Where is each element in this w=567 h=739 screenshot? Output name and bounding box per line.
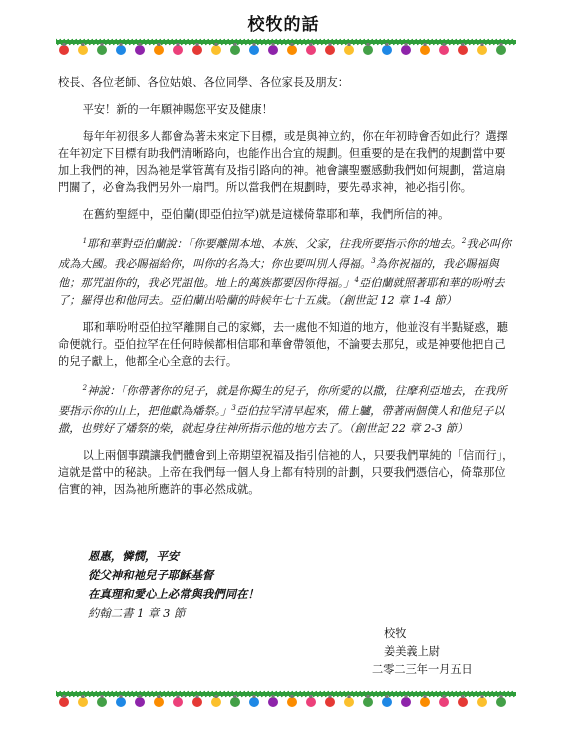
garland-band [56, 692, 516, 696]
ornament-cap [500, 695, 503, 698]
ornament-bulb [59, 45, 69, 55]
ornament-cap [329, 43, 332, 46]
scripture-quote-genesis-22 [58, 380, 516, 436]
ornament-cap [405, 43, 408, 46]
ornament-bulb [439, 697, 449, 707]
ornament-cap [443, 43, 446, 46]
top-garland-decoration [56, 36, 516, 58]
paragraph-4: 以上兩個事蹟讓我們體會到上帝期望祝福及指引信祂的人，只要我們單純的「信而行」，這就是當中的秘訣。上帝在我們每一個人身上都有特別的計劃，只要我們憑信心，倚靠那位信實的神，因為祂所應許的事必然成就。 [58, 448, 514, 496]
ornament-cap [462, 43, 465, 46]
ornament-bulb [287, 697, 297, 707]
ornament-bulb [173, 697, 183, 707]
ornament-bulb [382, 697, 392, 707]
ornament-cap [120, 695, 123, 698]
ornament-cap [329, 695, 332, 698]
verse-text: 我必叫你成為大國。我必賜福給你，叫你的名為大；你也要叫別人得福。 [58, 237, 512, 271]
ornament-cap [253, 43, 256, 46]
ornament-cap [291, 695, 294, 698]
ornament-bulb [363, 697, 373, 707]
verse-number: 1 [82, 237, 88, 245]
ornament-cap [101, 695, 104, 698]
verse-number: 3 [371, 256, 376, 265]
ornament-bulb [458, 697, 468, 707]
ornament-cap [215, 695, 218, 698]
ornament-cap [63, 43, 66, 46]
ornament-cap [177, 43, 180, 46]
paragraph-2: 在舊約聖經中，亞伯蘭(即亞伯拉罕)就是這樣倚靠耶和華，我們所信的神。 [82, 208, 450, 221]
ornament-bulb [59, 697, 69, 707]
greeting: 校長、各位老師、各位姑娘、各位同學、各位家長及朋友： [58, 76, 349, 89]
ornament-cap [196, 43, 199, 46]
ornament-bulb [97, 45, 107, 55]
ornament-bulb [496, 45, 506, 55]
ornament-cap [120, 43, 123, 46]
ornament-cap [424, 43, 427, 46]
ornament-cap [158, 43, 161, 46]
ornament-cap [139, 43, 142, 46]
ornament-bulb [135, 45, 145, 55]
bottom-garland-decoration [56, 688, 516, 710]
ornament-bulb [116, 45, 126, 55]
ornament-cap [177, 695, 180, 698]
ornament-cap [310, 695, 313, 698]
ornament-bulb [154, 45, 164, 55]
ornament-cap [462, 695, 465, 698]
ornament-bulb [230, 697, 240, 707]
ornament-cap [82, 43, 85, 46]
ornament-bulb [268, 45, 278, 55]
ornament-bulb [249, 45, 259, 55]
ornament-bulb [211, 45, 221, 55]
ornament-cap [310, 43, 313, 46]
closing-line: 恩惠，憐憫，平安 [88, 549, 180, 563]
paragraph-1: 每年年初很多人都會為著未來定下目標，或是與神立約，你在年初時會否如此行？選擇在年初定下目標有助我們清晰路向，也能作出合宜的規劃。但重要的是在我們的規劃當中要加上我們的神，因為祂是掌管萬有及指引路向的神。祂會讓聖靈感動我們如何規劃，當這扇門關了，必會為我們另外一扇門。所以當我們在規劃時，要先尋求神，祂必指引你。 [58, 130, 508, 194]
signature-date: 二零二三年一月五日 [372, 663, 473, 676]
ornament-cap [158, 695, 161, 698]
ornament-bulb [211, 697, 221, 707]
ornament-bulb [268, 697, 278, 707]
ornament-bulb [97, 697, 107, 707]
ornament-bulb [401, 697, 411, 707]
ornament-bulb [496, 697, 506, 707]
garland-band [56, 40, 516, 44]
ornament-bulb [78, 697, 88, 707]
ornament-bulb [173, 45, 183, 55]
ornament-bulb [249, 697, 259, 707]
signature-block [372, 625, 473, 679]
ornament-bulb [344, 45, 354, 55]
ornament-bulb [230, 45, 240, 55]
paragraph-3: 耶和華吩咐亞伯拉罕離開自己的家鄉，去一處他不知道的地方，他並沒有半點疑惑，聽命便就行。亞伯拉罕在任何時候都相信耶和華會帶領他，不論要去那兒，或是神要他把自己的兒子獻上，他都全心全意的去行。 [58, 321, 508, 369]
ornament-cap [424, 695, 427, 698]
ornament-bulb [306, 45, 316, 55]
ornament-bulb [344, 697, 354, 707]
scripture-quote-genesis-12 [58, 233, 516, 309]
ornament-bulb [78, 45, 88, 55]
ornament-cap [196, 695, 199, 698]
ornament-cap [101, 43, 104, 46]
verse-number: 3 [231, 403, 236, 412]
verse-text: 耶和華對亞伯蘭說：「你要離開本地、本族、父家，往我所要指示你的地去。 [87, 237, 462, 251]
ornament-cap [386, 695, 389, 698]
ornament-cap [272, 695, 275, 698]
letter-body [58, 74, 516, 508]
ornament-bulb [116, 697, 126, 707]
verse-number: 4 [354, 276, 359, 285]
ornament-bulb [192, 45, 202, 55]
signature-name: 姜美義上尉 [384, 645, 440, 658]
ornament-cap [348, 43, 351, 46]
verse-text: 為你祝福的，我必賜福與他；那咒詛你的，我必咒詛他。地上的萬族都要因你得福。」 [58, 257, 499, 291]
ornament-bulb [401, 45, 411, 55]
ornament-cap [367, 695, 370, 698]
ornament-cap [481, 695, 484, 698]
verse-text: 神說：「你帶著你的兒子，就是你獨生的兒子，你所愛的以撒，往摩利亞地去，在我所要指示你的山上，把他獻為燔祭。」 [58, 384, 507, 418]
ornament-bulb [135, 697, 145, 707]
ornament-cap [234, 695, 237, 698]
ornament-cap [386, 43, 389, 46]
verse-text: 亞伯拉罕清早起來，備上驢，帶著兩個僕人和他兒子以撒，也劈好了燔祭的柴，就起身往神所指示他的地方去了。（創世記 22 章 2-3 節） [58, 404, 505, 435]
ornament-cap [272, 43, 275, 46]
ornament-bulb [439, 45, 449, 55]
ornament-cap [253, 695, 256, 698]
ornament-bulb [306, 697, 316, 707]
ornament-cap [63, 695, 66, 698]
ornament-cap [348, 695, 351, 698]
ornament-cap [367, 43, 370, 46]
ornament-bulb [154, 697, 164, 707]
ornament-bulb [420, 45, 430, 55]
ornament-cap [234, 43, 237, 46]
verse-number: 2 [461, 237, 467, 245]
signature-role: 校牧 [384, 627, 407, 640]
ornament-bulb [325, 697, 335, 707]
ornament-cap [82, 695, 85, 698]
ornament-cap [481, 43, 484, 46]
ornament-cap [139, 695, 142, 698]
ornament-bulb [287, 45, 297, 55]
ornament-cap [291, 43, 294, 46]
closing-blessing [88, 547, 259, 623]
ornament-cap [405, 695, 408, 698]
ornament-bulb [382, 45, 392, 55]
ornament-bulb [420, 697, 430, 707]
page-title: 校牧的話 [247, 15, 320, 35]
ornament-bulb [192, 697, 202, 707]
ornament-cap [443, 695, 446, 698]
ornament-bulb [458, 45, 468, 55]
blessing: 平安！新的一年願神賜您平安及健康！ [82, 103, 273, 116]
verse-text: 亞伯蘭就照著耶和華的吩咐去了；羅得也和他同去。亞伯蘭出哈蘭的時候年七十五歲。（創世記 12 章 1-4 節） [58, 277, 505, 308]
closing-line: 從父神和祂兒子耶穌基督 [88, 568, 214, 582]
closing-line: 在真理和愛心上必常與我們同在！ [88, 587, 259, 601]
ornament-cap [500, 43, 503, 46]
verse-number: 2 [82, 384, 88, 393]
ornament-bulb [363, 45, 373, 55]
ornament-bulb [477, 45, 487, 55]
ornament-cap [215, 43, 218, 46]
closing-reference: 約翰二書 1 章 3 節 [88, 606, 186, 620]
ornament-bulb [325, 45, 335, 55]
ornament-bulb [477, 697, 487, 707]
